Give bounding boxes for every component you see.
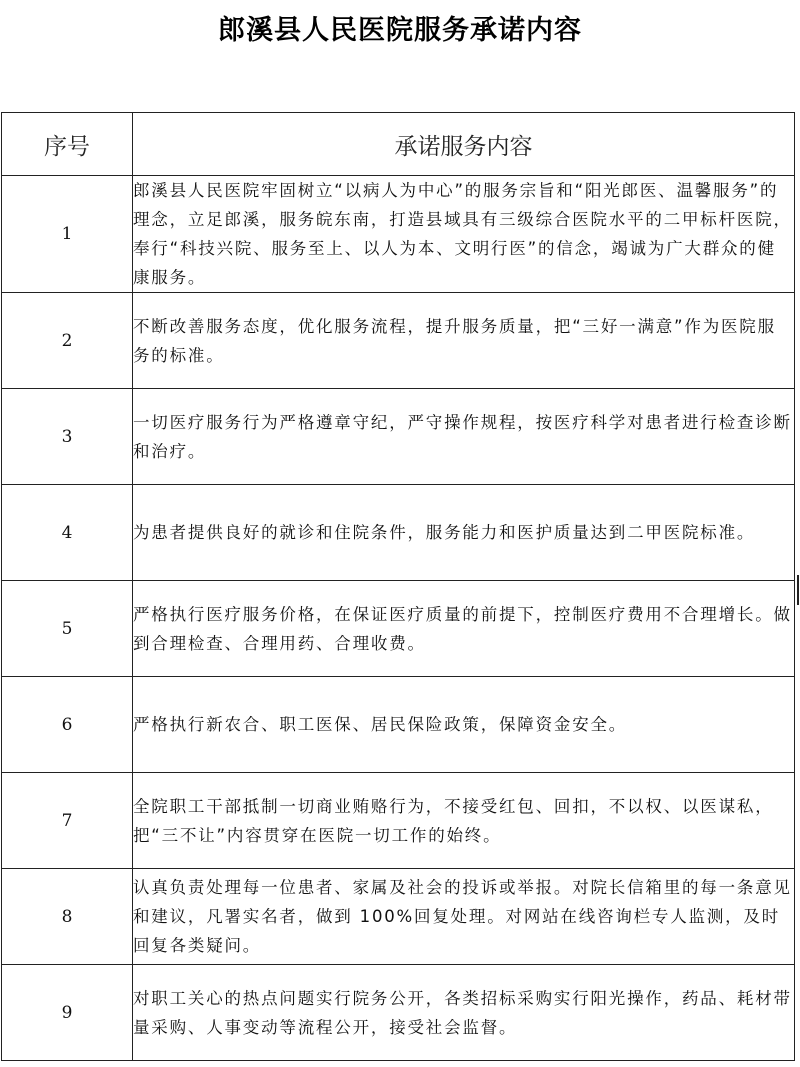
row-number: 1 bbox=[2, 176, 133, 293]
row-content: 对职工关心的热点问题实行院务公开，各类招标采购实行阳光操作，药品、耗材带量采购、人事变动等流程公开，接受社会监督。 bbox=[133, 965, 795, 1061]
header-content: 承诺服务内容 bbox=[133, 113, 795, 176]
row-content: 一切医疗服务行为严格遵章守纪，严守操作规程，按医疗科学对患者进行检查诊断和治疗。 bbox=[133, 389, 795, 485]
row-content: 为患者提供良好的就诊和住院条件，服务能力和医护质量达到二甲医院标准。 bbox=[133, 485, 795, 581]
table-row bbox=[2, 293, 795, 389]
table-row bbox=[2, 773, 795, 869]
table-row bbox=[2, 389, 795, 485]
row-number: 9 bbox=[2, 965, 133, 1061]
row-number: 5 bbox=[2, 581, 133, 677]
table-row bbox=[2, 485, 795, 581]
row-number: 4 bbox=[2, 485, 133, 581]
row-number: 2 bbox=[2, 293, 133, 389]
row-number: 3 bbox=[2, 389, 133, 485]
table-row bbox=[2, 581, 795, 677]
row-content: 全院职工干部抵制一切商业贿赂行为，不接受红包、回扣，不以权、以医谋私，把“三不让”内容贯穿在医院一切工作的始终。 bbox=[133, 773, 795, 869]
row-content: 认真负责处理每一位患者、家属及社会的投诉或举报。对院长信箱里的每一条意见和建议，凡署实名者，做到 100%回复处理。对网站在线咨询栏专人监测，及时回复各类疑问。 bbox=[133, 869, 795, 965]
row-content: 郎溪县人民医院牢固树立“以病人为中心”的服务宗旨和“阳光郎医、温馨服务”的理念，立足郎溪，服务皖东南，打造县域具有三级综合医院水平的二甲标杆医院，奉行“科技兴院、服务至上、以人为本、文明行医”的信念，竭诚为广大群众的健康服务。 bbox=[133, 176, 795, 293]
row-content: 严格执行医疗服务价格，在保证医疗质量的前提下，控制医疗费用不合理增长。做到合理检查、合理用药、合理收费。 bbox=[133, 581, 795, 677]
table-row bbox=[2, 965, 795, 1061]
page-title: 郎溪县人民医院服务承诺内容 bbox=[218, 15, 582, 46]
row-number: 6 bbox=[2, 677, 133, 773]
row-number: 8 bbox=[2, 869, 133, 965]
row-content: 严格执行新农合、职工医保、居民保险政策，保障资金安全。 bbox=[133, 677, 795, 773]
row-number: 7 bbox=[2, 773, 133, 869]
table-row bbox=[2, 677, 795, 773]
row-content: 不断改善服务态度，优化服务流程，提升服务质量，把“三好一满意”作为医院服务的标准。 bbox=[133, 293, 795, 389]
scan-edge-mark bbox=[797, 575, 799, 605]
table-row bbox=[2, 869, 795, 965]
table-row bbox=[2, 176, 795, 293]
header-number: 序号 bbox=[2, 113, 133, 176]
commitment-table bbox=[1, 112, 795, 1061]
table-header-row bbox=[2, 113, 795, 176]
